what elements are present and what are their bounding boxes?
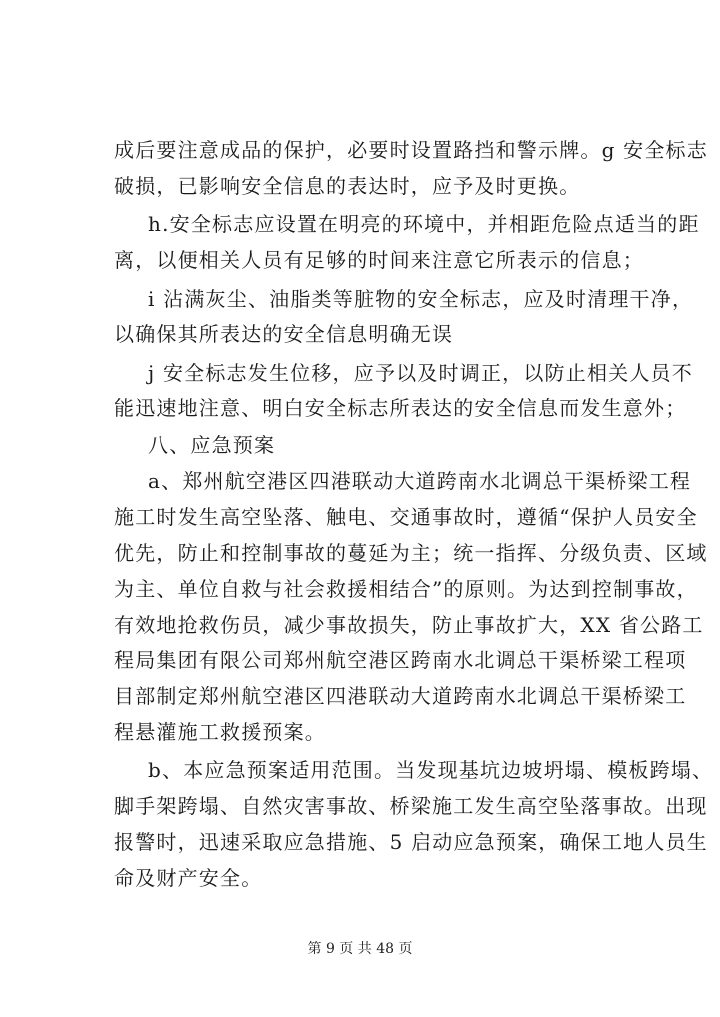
paragraph-line: 报警时，迅速采取应急措施、5 启动应急预案，确保工地人员生 — [114, 830, 708, 854]
paragraph-line: b、本应急预案适用范围。当发现基坑边坡坍塌、模板跨塌、 — [148, 758, 714, 782]
paragraph-line: j 安全标志发生位移，应予以及时调正，以防止相关人员不 — [148, 361, 693, 385]
paragraph-line: 成后要注意成品的保护，必要时设置路挡和警示牌。g 安全标志 — [114, 138, 708, 162]
paragraph-line: 目部制定郑州航空港区四港联动大道跨南水北调总干渠桥梁工 — [114, 684, 687, 708]
paragraph-line: 为主、单位自救与社会救援相结合”的原则。为达到控制事故， — [114, 577, 698, 601]
paragraph-line: 以确保其所表达的安全信息明确无误 — [114, 322, 454, 346]
paragraph-line: 有效地抢救伤员，减少事故损失，防止事故扩大，XX 省公路工 — [114, 613, 704, 637]
paragraph-line: 命及财产安全。 — [114, 866, 263, 890]
section-heading: 八、应急预案 — [148, 433, 276, 457]
paragraph-line: a、郑州航空港区四港联动大道跨南水北调总干渠桥梁工程 — [148, 469, 692, 493]
paragraph-line: 离，以便相关人员有足够的时间来注意它所表示的信息； — [114, 248, 644, 272]
paragraph-line: 程局集团有限公司郑州航空港区跨南水北调总干渠桥梁工程项 — [114, 648, 687, 672]
paragraph-line: 优先，防止和控制事故的蔓延为主；统一指挥、分级负责、区域 — [114, 541, 708, 565]
paragraph-line: h.安全标志应设置在明亮的环境中，并相距危险点适当的距 — [148, 212, 700, 236]
paragraph-line: 施工时发生高空坠落、触电、交通事故时，遵循“保护人员安全 — [114, 505, 698, 529]
paragraph-line: 脚手架跨塌、自然灾害事故、桥梁施工发生高空坠落事故。出现 — [114, 794, 708, 818]
paragraph-line: 程悬灌施工救援预案。 — [114, 720, 326, 744]
paragraph-line: 能迅速地注意、明白安全标志所表达的安全信息而发生意外； — [114, 396, 687, 420]
paragraph-line: i 沾满灰尘、油脂类等脏物的安全标志，应及时清理干净， — [148, 287, 694, 311]
paragraph-line: 破损，已影响安全信息的表达时，应予及时更换。 — [114, 174, 581, 198]
page-number-footer: 第 9 页 共 48 页 — [307, 941, 413, 957]
